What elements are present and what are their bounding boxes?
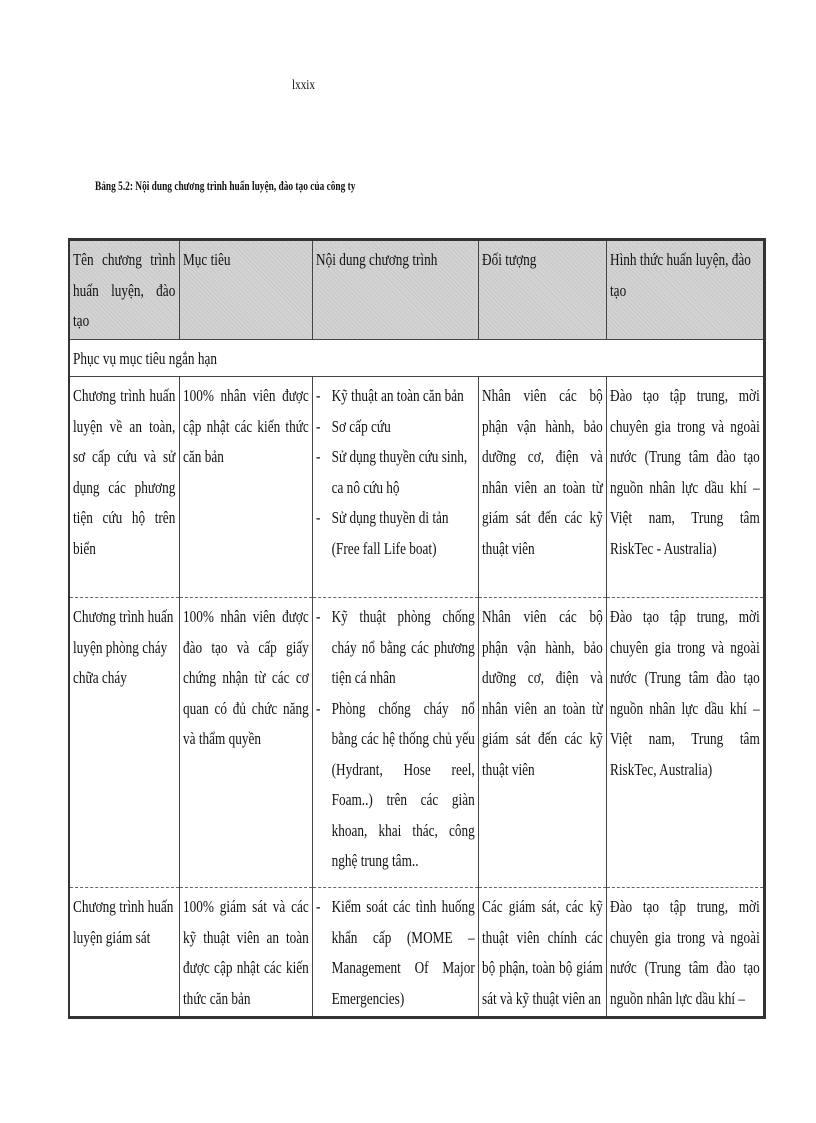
- cell-objective: 100% nhân viên được cập nhật các kiến thức căn bản: [179, 377, 312, 598]
- cell-program: Chương trình huấn luyện phòng cháy chữa cháy: [69, 598, 179, 888]
- header-form: Hình thức huấn luyện, đào tạo: [606, 240, 764, 340]
- content-list: [316, 602, 475, 877]
- table-row: [69, 598, 764, 888]
- cell-target: Nhân viên các bộ phận vận hành, bảo dưỡng cơ, điện và nhân viên an toàn từ giám sát đến các kỹ thuật viên: [478, 598, 606, 888]
- table-row: [69, 888, 764, 1018]
- content-item: - Sơ cấp cứu: [316, 412, 475, 443]
- cell-form: Đào tạo tập trung, mời chuyên gia trong và ngoài nước (Trung tâm đào tạo nguồn nhân lực dầu khí – Việt nam, Trung tâm RiskTec - Australia): [606, 377, 764, 598]
- cell-content: [312, 888, 478, 1018]
- header-content: Nội dung chương trình: [312, 240, 478, 340]
- cell-content: [312, 377, 478, 598]
- cell-program: Chương trình huấn luyện giám sát: [69, 888, 179, 1018]
- cell-target: Các giám sát, các kỹ thuật viên chính các bộ phận, toàn bộ giám sát và kỹ thuật viên an: [478, 888, 606, 1018]
- table-caption: Bảng 5.2: Nội dung chương trình huấn luyện, đào tạo của công ty: [95, 178, 356, 193]
- section-row: [69, 339, 764, 377]
- cell-objective: 100% nhân viên được đào tạo và cấp giấy chứng nhận từ các cơ quan có đủ chức năng và thẩm quyền: [179, 598, 312, 888]
- content-list: [316, 381, 475, 564]
- content-item: - Sử dụng thuyền di tản (Free fall Life boat): [316, 503, 475, 564]
- cell-form: Đào tạo tập trung, mời chuyên gia trong và ngoài nước (Trung tâm đào tạo nguồn nhân lực dầu khí – Việt nam, Trung tâm RiskTec, Australia): [606, 598, 764, 888]
- content-item: - Sử dụng thuyền cứu sinh, ca nô cứu hộ: [316, 442, 475, 503]
- table-header-row: [69, 240, 764, 340]
- content-item: - Kỹ thuật phòng chống cháy nổ bằng các phương tiện cá nhân: [316, 602, 475, 694]
- header-objective: Mục tiêu: [179, 240, 312, 340]
- content-item: - Phòng chống cháy nổ bằng các hệ thống chủ yếu (Hydrant, Hose reel, Foam..) trên các giàn khoan, khai thác, công nghệ trung tâm..: [316, 694, 475, 877]
- section-label: Phục vụ mục tiêu ngắn hạn: [69, 339, 764, 377]
- training-program-table: [68, 238, 766, 1019]
- page-number: lxxix: [292, 78, 316, 93]
- cell-content: [312, 598, 478, 888]
- header-program-name: Tên chương trình huấn luyện, đào tạo: [69, 240, 179, 340]
- table-row: [69, 377, 764, 598]
- header-target: Đối tượng: [478, 240, 606, 340]
- content-item: - Kiểm soát các tình huống khẩn cấp (MOME – Management Of Major Emergencies): [316, 892, 475, 1014]
- content-list: [316, 892, 475, 1014]
- cell-form: Đào tạo tập trung, mời chuyên gia trong và ngoài nước (Trung tâm đào tạo nguồn nhân lực dầu khí –: [606, 888, 764, 1018]
- cell-objective: 100% giám sát và các kỹ thuật viên an toàn được cập nhật các kiến thức căn bản: [179, 888, 312, 1018]
- content-item: - Kỹ thuật an toàn căn bản: [316, 381, 475, 412]
- cell-target: Nhân viên các bộ phận vận hành, bảo dưỡng cơ, điện và nhân viên an toàn từ giám sát đến các kỹ thuật viên: [478, 377, 606, 598]
- cell-program: Chương trình huấn luyện về an toàn, sơ cấp cứu và sử dụng các phương tiện cứu hộ trên biển: [69, 377, 179, 598]
